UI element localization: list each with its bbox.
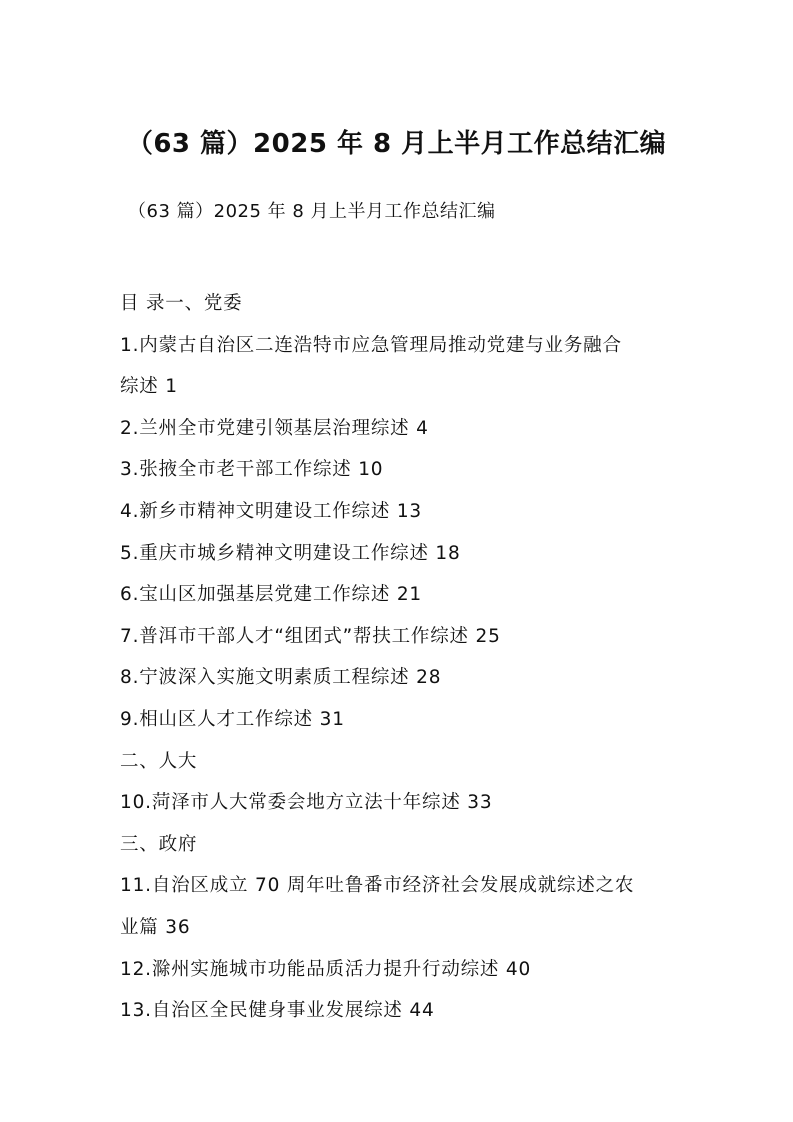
toc-section-heading-government: 三、政府	[120, 833, 198, 855]
toc-heading-party-committee: 目 录一、党委	[120, 293, 243, 314]
document-subtitle: （63 篇）2025 年 8 月上半月工作总结汇编	[128, 201, 496, 222]
toc-item: 8.宁波深入实施文明素质工程综述 28	[120, 667, 442, 689]
document-title: （63 篇）2025 年 8 月上半月工作总结汇编	[126, 129, 667, 159]
toc-item: 1.内蒙古自治区二连浩特市应急管理局推动党建与业务融合	[120, 334, 622, 356]
toc-item-continuation: 综述 1	[120, 376, 178, 398]
table-of-contents	[120, 283, 700, 1032]
toc-item: 5.重庆市城乡精神文明建设工作综述 18	[120, 542, 461, 564]
toc-item: 4.新乡市精神文明建设工作综述 13	[120, 500, 422, 522]
toc-item: 2.兰州全市党建引领基层治理综述 4	[120, 417, 429, 439]
toc-item-continuation: 业篇 36	[120, 916, 191, 938]
toc-item: 11.自治区成立 70 周年吐鲁番市经济社会发展成就综述之农	[120, 875, 635, 897]
toc-item: 10.菏泽市人大常委会地方立法十年综述 33	[120, 792, 493, 814]
toc-item: 12.滁州实施城市功能品质活力提升行动综述 40	[120, 958, 532, 980]
toc-item: 3.张掖全市老干部工作综述 10	[120, 459, 384, 481]
toc-item: 7.普洱市干部人才“组团式”帮扶工作综述 25	[120, 625, 501, 647]
toc-item: 6.宝山区加强基层党建工作综述 21	[120, 584, 422, 606]
toc-section-heading-npc: 二、人大	[120, 750, 198, 772]
toc-item: 13.自治区全民健身事业发展综述 44	[120, 1000, 435, 1022]
toc-item: 9.相山区人才工作综述 31	[120, 708, 345, 730]
